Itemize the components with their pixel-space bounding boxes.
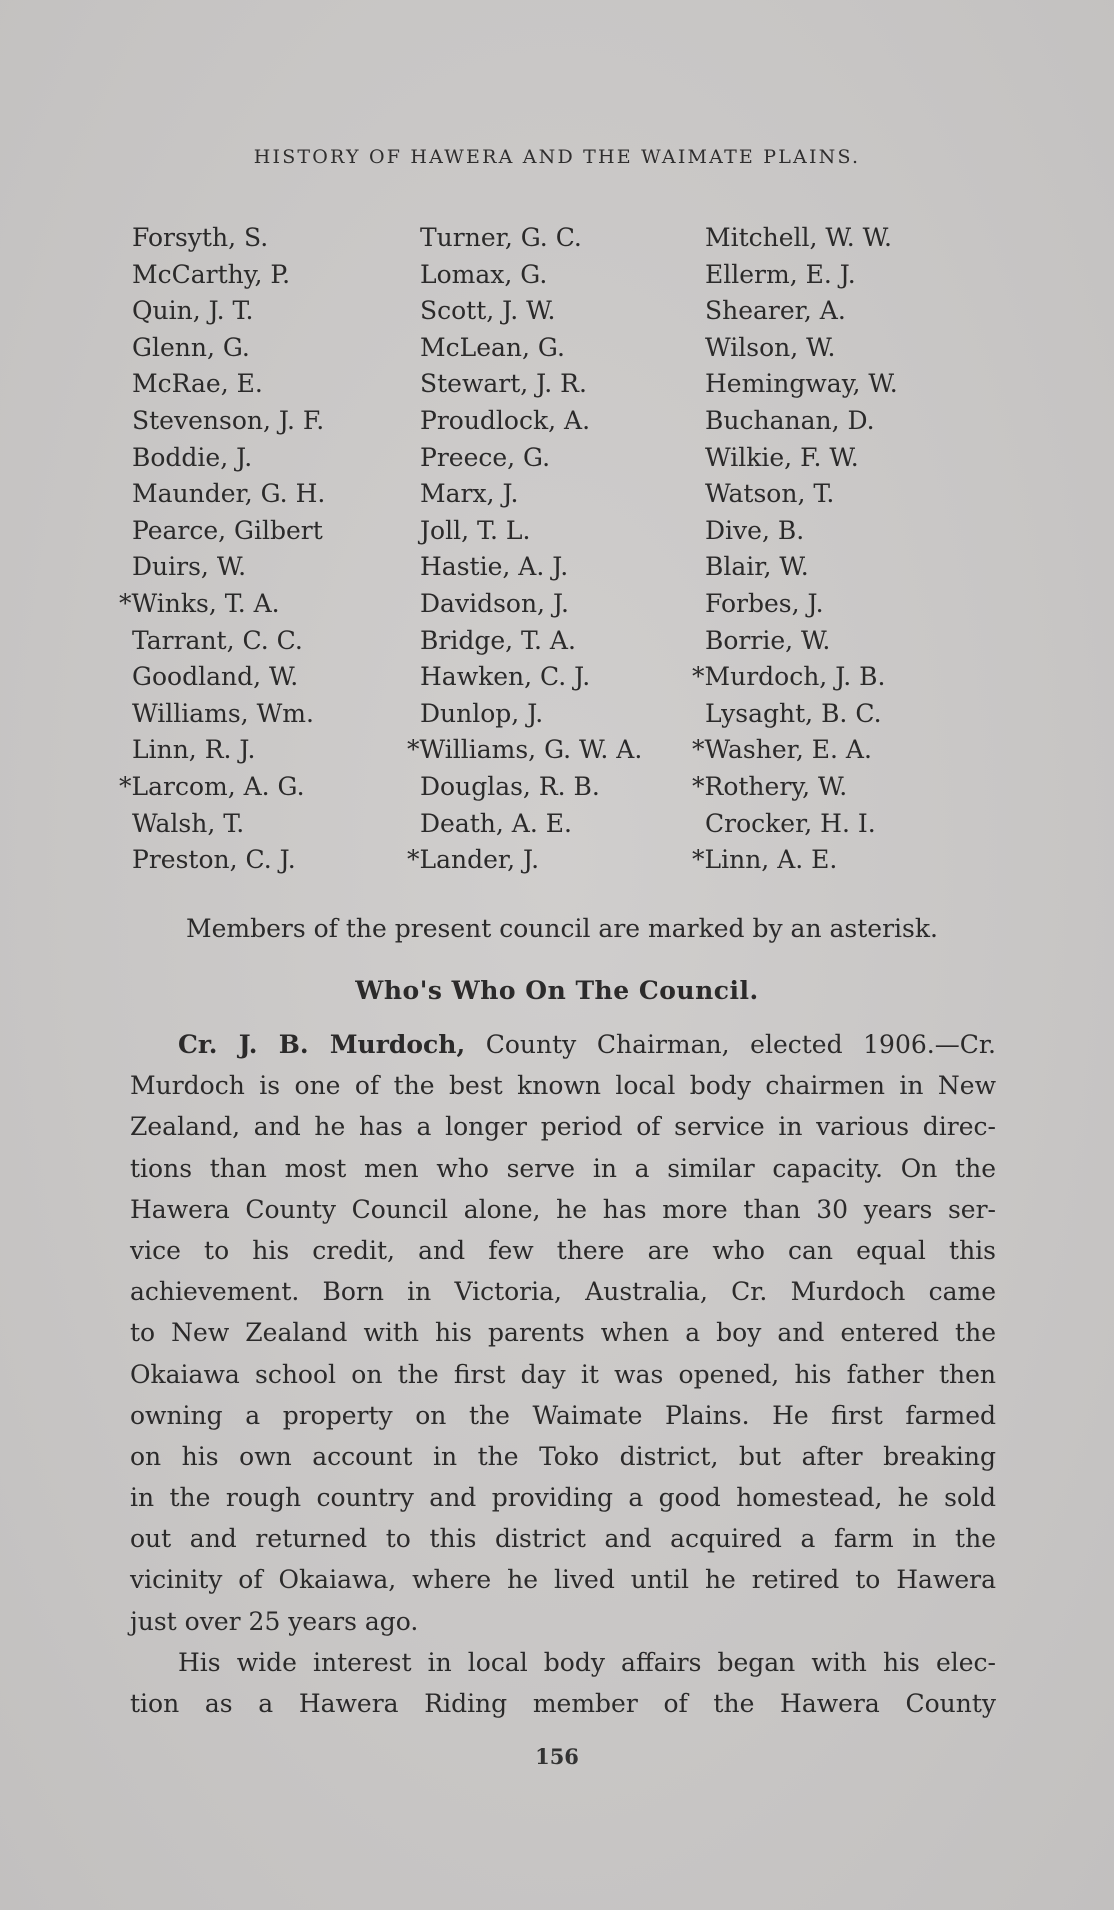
paragraph-1-line: to New Zealand with his parents when a boy and entered the <box>130 1318 996 1348</box>
names-column-3 <box>692 220 898 879</box>
paragraph-1-first-line <box>130 1024 996 1065</box>
council-member-name: Maunder, G. H. <box>132 479 326 509</box>
council-member-name: Hemingway, W. <box>705 369 898 399</box>
council-member-name: McLean, G. <box>420 332 565 362</box>
council-member-name: McCarthy, P. <box>132 259 291 289</box>
paragraph-1-line: Murdoch is one of the best known local body chairmen in New <box>130 1071 996 1101</box>
council-member-name: Dunlop, J. <box>420 698 544 728</box>
council-member-name: *Rothery, W. <box>692 771 848 801</box>
paragraph-1-line: owning a property on the Waimate Plains. He first farmed <box>130 1400 996 1430</box>
council-member-name: *Winks, T. A. <box>119 588 280 618</box>
council-member-name: Davidson, J. <box>420 588 569 618</box>
council-member-name: Wilson, W. <box>705 332 836 362</box>
council-member-name: Douglas, R. B. <box>420 771 600 801</box>
running-head: HISTORY OF HAWERA AND THE WAIMATE PLAINS. <box>253 146 861 168</box>
council-member-name: Crocker, H. I. <box>705 808 876 838</box>
council-member-name: Forbes, J. <box>705 588 824 618</box>
section-heading: Who's Who On The Council. <box>355 976 759 1005</box>
paragraph-1-line: in the rough country and providing a good homestead, he sold <box>130 1483 996 1513</box>
paragraph-2-line: His wide interest in local body affairs began with his elec- <box>178 1647 996 1677</box>
paragraph-1-line: tions than most men who serve in a similar capacity. On the <box>130 1153 996 1183</box>
council-member-name: Lysaght, B. C. <box>705 698 882 728</box>
council-member-name: Turner, G. C. <box>420 223 582 252</box>
council-member-name: Proudlock, A. <box>420 405 591 435</box>
council-member-name: *Larcom, A. G. <box>119 771 305 801</box>
council-member-name: Hastie, A. J. <box>420 552 569 582</box>
council-member-name: Pearce, Gilbert <box>132 515 323 545</box>
council-member-name: Borrie, W. <box>705 625 831 655</box>
council-member-name: Stevenson, J. F. <box>132 405 325 435</box>
body-text <box>130 1024 996 1724</box>
council-member-name: *Washer, E. A. <box>692 735 872 765</box>
council-member-name: Joll, T. L. <box>420 515 531 545</box>
asterisk-footnote: Members of the present council are marked by an asterisk. <box>186 914 938 943</box>
council-member-name: Preston, C. J. <box>132 845 296 875</box>
names-column-2 <box>407 220 643 879</box>
paragraph-1-line: achievement. Born in Victoria, Australia, Cr. Murdoch came <box>130 1277 996 1307</box>
council-member-name: Linn, R. J. <box>132 735 256 765</box>
council-member-name: Bridge, T. A. <box>420 625 576 655</box>
council-member-name: *Linn, A. E. <box>692 845 838 875</box>
paragraph-1-line: on his own account in the Toko district, but after breaking <box>130 1441 996 1471</box>
council-member-name: Glenn, G. <box>132 332 250 362</box>
council-member-name: Wilkie, F. W. <box>705 442 859 472</box>
council-member-name: Lomax, G. <box>420 259 548 289</box>
council-member-name: Ellerm, E. J. <box>705 259 856 289</box>
paragraph-1-line: just over 25 years ago. <box>130 1606 419 1636</box>
lead-rest: County Chairman, elected 1906.—Cr. <box>465 1030 996 1059</box>
council-member-name: Dive, B. <box>705 515 805 545</box>
council-member-name: Goodland, W. <box>132 662 299 692</box>
lead-name: Cr. J. B. Murdoch, <box>178 1030 466 1059</box>
paragraph-1-line: out and returned to this district and acquired a farm in the <box>130 1524 996 1554</box>
council-member-name: Duirs, W. <box>132 552 247 582</box>
council-member-name: Watson, T. <box>705 479 835 509</box>
council-member-name: Marx, J. <box>420 479 519 509</box>
council-member-name: Boddie, J. <box>132 442 253 472</box>
council-member-name: Quin, J. T. <box>132 296 254 326</box>
council-member-name: McRae, E. <box>132 369 263 399</box>
paragraph-1-line: vicinity of Okaiawa, where he lived until he retired to Hawera <box>130 1565 996 1595</box>
paragraph-1-line: Okaiawa school on the first day it was opened, his father then <box>130 1359 996 1389</box>
council-member-name: Buchanan, D. <box>705 405 875 435</box>
paragraph-2-line: tion as a Hawera Riding member of the Hawera County <box>130 1689 996 1718</box>
council-member-name: Walsh, T. <box>132 808 245 838</box>
council-member-name: Stewart, J. R. <box>420 369 587 399</box>
council-member-name: *Murdoch, J. B. <box>692 662 886 692</box>
council-member-name: Williams, Wm. <box>132 698 314 728</box>
names-column-1 <box>119 220 326 879</box>
council-member-name: Shearer, A. <box>705 296 846 326</box>
council-member-name: Tarrant, C. C. <box>132 625 303 655</box>
council-member-name: Preece, G. <box>420 442 551 472</box>
council-member-name: Hawken, C. J. <box>420 662 591 692</box>
paragraph-1-line: Hawera County Council alone, he has more than 30 years ser- <box>130 1194 996 1224</box>
council-member-name: Death, A. E. <box>420 808 572 838</box>
council-member-name: Forsyth, S. <box>132 223 269 252</box>
council-member-name: Mitchell, W. W. <box>705 223 892 252</box>
council-member-name: *Lander, J. <box>407 845 540 875</box>
page-number: 156 <box>535 1744 579 1769</box>
council-member-name: Scott, J. W. <box>420 296 556 326</box>
council-member-name: Blair, W. <box>705 552 809 582</box>
paragraph-1-line: vice to his credit, and few there are who can equal this <box>130 1235 996 1265</box>
paragraph-1-line: Zealand, and he has a longer period of service in various direc- <box>130 1112 996 1142</box>
council-member-name: *Williams, G. W. A. <box>407 735 643 765</box>
